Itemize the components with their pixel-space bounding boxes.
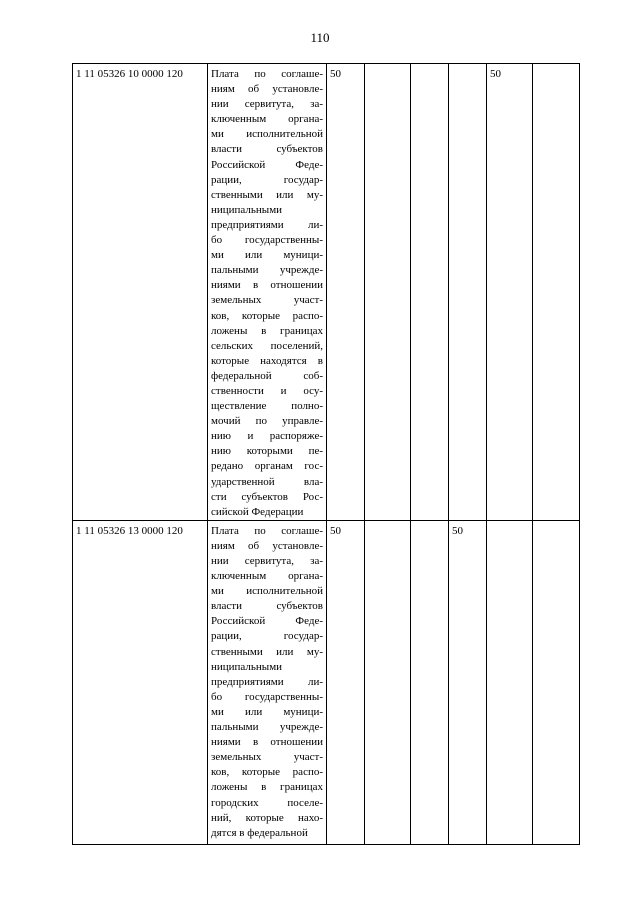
description-line: редано органам гос- xyxy=(211,460,323,473)
description-line: ниями в отношении xyxy=(211,279,323,292)
description-line: ми или муници- xyxy=(211,249,323,262)
description-line: ний, которые нахо- xyxy=(211,811,323,824)
description-line: предприятиями ли- xyxy=(211,675,323,688)
value-cell xyxy=(365,520,411,844)
description-line: нии сервитута, за- xyxy=(211,555,323,567)
description-line: ственными или му- xyxy=(211,188,323,201)
description-line: ложены в границах xyxy=(211,781,323,794)
value-cell: 50 xyxy=(327,520,365,844)
table-row xyxy=(73,64,580,521)
description-cell xyxy=(208,64,327,521)
budget-code-cell: 1 11 05326 13 0000 120 xyxy=(73,520,208,844)
description-line: ниципальными xyxy=(211,203,283,216)
description-line: ми исполнительной xyxy=(211,585,323,598)
description-line: нию которыми пе- xyxy=(211,445,323,458)
value-cell xyxy=(365,64,411,521)
description-line: ударственной вла- xyxy=(211,475,323,488)
description-line: ключенным органа- xyxy=(211,570,323,583)
description-line: Плата по соглаше- xyxy=(211,68,323,80)
value-cell: 50 xyxy=(449,520,487,844)
description-line: пальными учрежде- xyxy=(211,721,323,734)
value-cell xyxy=(411,520,449,844)
description-line: городских поселе- xyxy=(211,796,323,809)
value-cell xyxy=(533,64,580,521)
description-line: сийской Федерации xyxy=(211,505,304,518)
description-line: ственности и осу- xyxy=(211,384,323,397)
page-number: 110 xyxy=(310,30,330,45)
description-line: бо государственны- xyxy=(211,234,323,247)
description-line: федеральной соб- xyxy=(211,369,323,382)
budget-code-cell: 1 11 05326 10 0000 120 xyxy=(73,64,208,521)
description-line: бо государственны- xyxy=(211,690,323,703)
description-line: ниям об установле- xyxy=(211,539,323,552)
description-line: ниям об установле- xyxy=(211,83,323,96)
description-line: власти субъектов xyxy=(211,143,323,156)
description-line: сти субъектов Рос- xyxy=(211,490,323,503)
table-row xyxy=(73,520,580,844)
description-line: ственными или му- xyxy=(211,645,323,658)
value-cell xyxy=(449,64,487,521)
description-line: ключенным органа- xyxy=(211,113,323,126)
description-line: рации, государ- xyxy=(211,630,323,643)
value-cell xyxy=(533,520,580,844)
description-line: нию и распоряже- xyxy=(211,430,323,443)
budget-table xyxy=(72,63,580,845)
description-line: ложены в границах xyxy=(211,324,323,337)
description-line: которые находятся в xyxy=(211,354,323,367)
description-line: ниями в отношении xyxy=(211,736,323,749)
description-line: сельских поселений, xyxy=(211,339,323,352)
description-line: Плата по соглаше- xyxy=(211,524,323,537)
value-cell: 50 xyxy=(327,64,365,521)
description-line: ков, которые распо- xyxy=(211,309,323,322)
description-line: земельных участ- xyxy=(211,294,323,307)
description-line: ков, которые распо- xyxy=(211,766,323,779)
description-line: земельных участ- xyxy=(211,751,323,764)
description-line: ществление полно- xyxy=(211,400,323,413)
value-cell xyxy=(487,520,533,844)
description-line: Российской Феде- xyxy=(211,158,323,171)
description-line: ми исполнительной xyxy=(211,128,323,141)
description-line: Российской Феде- xyxy=(211,615,323,628)
description-line: дятся в федеральной xyxy=(211,826,308,839)
description-line: рации, государ- xyxy=(211,173,323,186)
description-line: пальными учрежде- xyxy=(211,264,323,277)
description-line: мочий по управле- xyxy=(211,415,323,428)
description-line: предприятиями ли- xyxy=(211,218,323,231)
description-line: власти субъектов xyxy=(211,600,323,613)
value-cell: 50 xyxy=(487,64,533,521)
description-line: нии сервитута, за- xyxy=(211,98,323,111)
description-line: ми или муници- xyxy=(211,705,323,718)
value-cell xyxy=(411,64,449,521)
description-line: ниципальными xyxy=(211,660,283,673)
description-cell xyxy=(208,520,327,844)
